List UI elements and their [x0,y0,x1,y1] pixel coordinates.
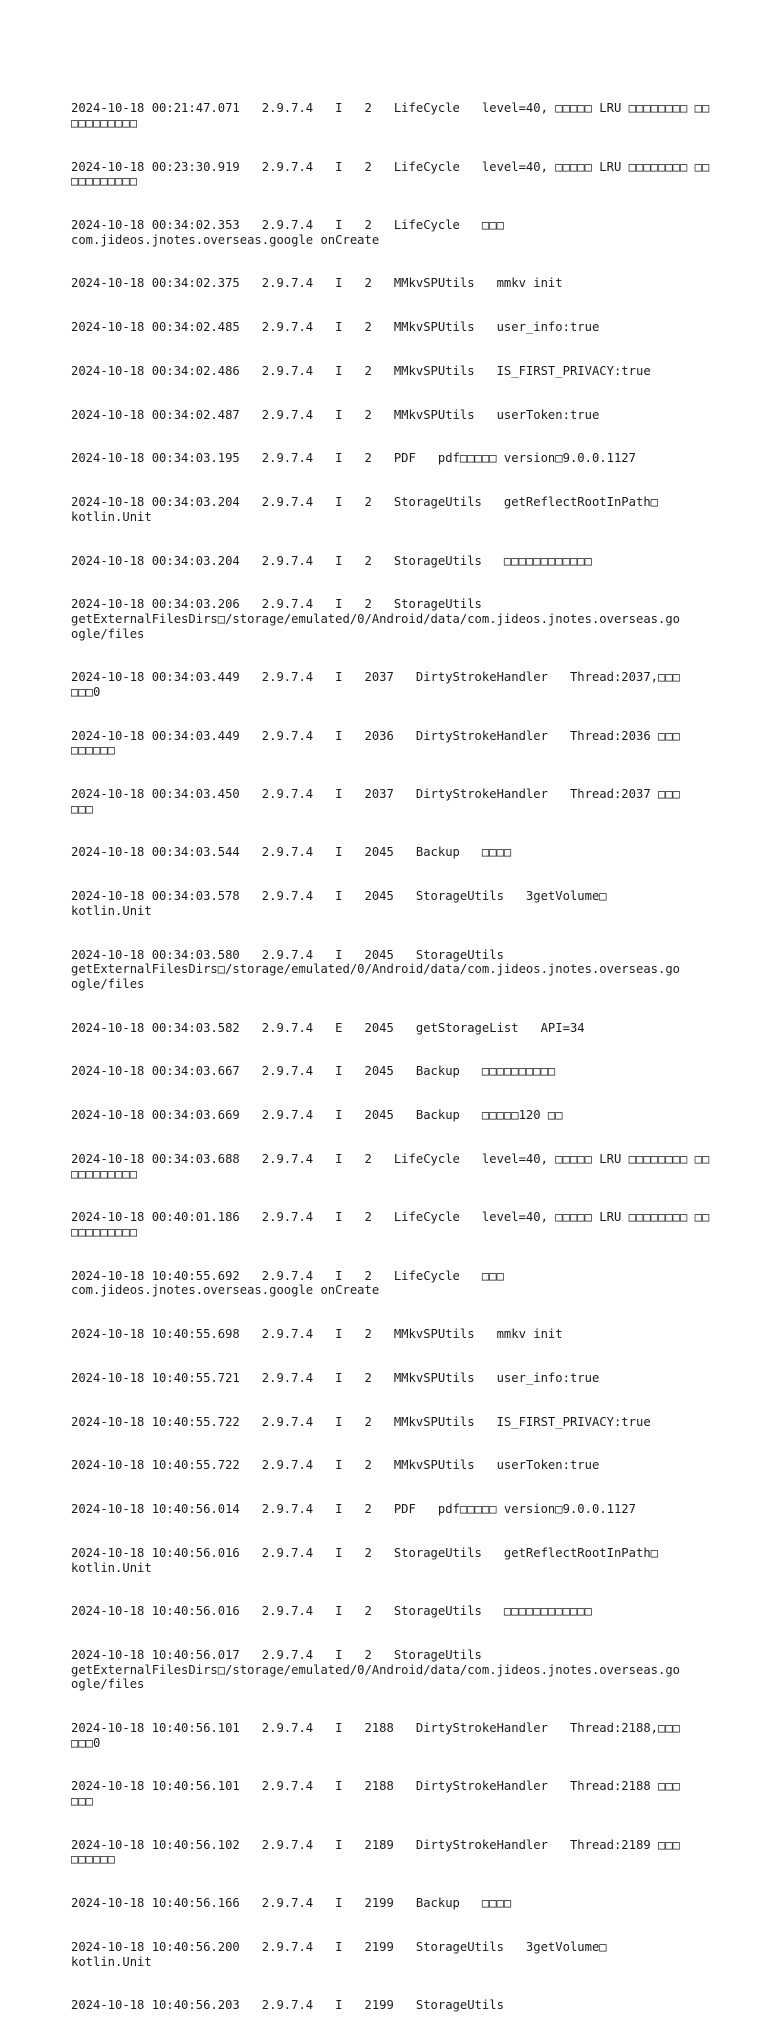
log-entry: 2024-10-18 00:34:03.582 2.9.7.4 E 2045 getStorageList API=34 [71,1020,585,1035]
log-entry: 2024-10-18 10:40:56.203 2.9.7.4 I 2199 StorageUtils [71,1998,504,2013]
log-entry: 2024-10-18 00:34:03.449 2.9.7.4 I 2036 DirtyStrokeHandler Thread:2036 □□□ □□□□□□ [71,728,681,758]
log-entry: 2024-10-18 00:34:03.580 2.9.7.4 I 2045 StorageUtils getExternalFilesDirs□/storage/emulated/0/Android/data/com.jideos.jnotes.overseas.go ogle/files [71,947,681,991]
log-entry: 2024-10-18 00:34:03.450 2.9.7.4 I 2037 DirtyStrokeHandler Thread:2037 □□□ □□□ [71,787,681,816]
log-entry: 2024-10-18 10:40:56.016 2.9.7.4 I 2 StorageUtils getReflectRootInPath□ kotlin.Unit [71,1545,658,1575]
log-entry: 2024-10-18 00:34:02.375 2.9.7.4 I 2 MMkvSPUtils mmkv init [71,276,563,291]
log-entry: 2024-10-18 00:34:03.578 2.9.7.4 I 2045 StorageUtils 3getVolume□ kotlin.Unit [71,889,607,918]
log-entry: 2024-10-18 00:23:30.919 2.9.7.4 I 2 LifeCycle level=40, □□□□□ LRU □□□□□□□□ □□□□□□□□□□□ [71,159,710,189]
log-entry: 2024-10-18 10:40:56.102 2.9.7.4 I 2189 DirtyStrokeHandler Thread:2189 □□□ □□□□□□ [71,1837,681,1867]
log-entry: 2024-10-18 00:21:47.071 2.9.7.4 I 2 LifeCycle level=40, □□□□□ LRU □□□□□□□□ □□□□□□□□□□□ [71,101,710,130]
log-entry: 2024-10-18 00:40:01.186 2.9.7.4 I 2 LifeCycle level=40, □□□□□ LRU □□□□□□□□ □□□□□□□□□□□ [71,1210,710,1239]
log-entry: 2024-10-18 10:40:55.722 2.9.7.4 I 2 MMkvSPUtils userToken:true [71,1458,600,1473]
log-entry: 2024-10-18 00:34:03.667 2.9.7.4 I 2045 Backup □□□□□□□□□□ [71,1064,556,1079]
log-entry: 2024-10-18 00:34:02.487 2.9.7.4 I 2 MMkvSPUtils userToken:true [71,407,600,422]
log-entry: 2024-10-18 10:40:56.166 2.9.7.4 I 2199 Backup □□□□ [71,1896,512,1911]
log-entry: 2024-10-18 00:34:03.669 2.9.7.4 I 2045 Backup □□□□□120 □□ [71,1108,563,1123]
log-entry: 2024-10-18 10:40:56.014 2.9.7.4 I 2 PDF pdf□□□□□ version□9.0.0.1127 [71,1502,636,1517]
log-document [71,72,711,2028]
log-entry: 2024-10-18 10:40:56.101 2.9.7.4 I 2188 DirtyStrokeHandler Thread:2188,□□□ □□□0 [71,1721,681,1750]
log-entry: 2024-10-18 10:40:56.016 2.9.7.4 I 2 StorageUtils □□□□□□□□□□□□ [71,1604,592,1619]
log-entry: 2024-10-18 10:40:56.101 2.9.7.4 I 2188 DirtyStrokeHandler Thread:2188 □□□ □□□ [71,1779,681,1809]
log-entry: 2024-10-18 10:40:56.200 2.9.7.4 I 2199 StorageUtils 3getVolume□ kotlin.Unit [71,1940,607,1969]
log-entry: 2024-10-18 10:40:55.722 2.9.7.4 I 2 MMkvSPUtils IS_FIRST_PRIVACY:true [71,1414,651,1429]
log-entry: 2024-10-18 00:34:03.206 2.9.7.4 I 2 StorageUtils getExternalFilesDirs□/storage/emulated/0/Android/data/com.jideos.jnotes.overseas.go ogle/files [71,597,681,641]
log-entry: 2024-10-18 00:34:02.353 2.9.7.4 I 2 LifeCycle □□□ com.jideos.jnotes.overseas.google onCreate [71,217,504,247]
log-entry: 2024-10-18 00:34:03.195 2.9.7.4 I 2 PDF pdf□□□□□ version□9.0.0.1127 [71,451,636,466]
log-entry: 2024-10-18 10:40:55.692 2.9.7.4 I 2 LifeCycle □□□ com.jideos.jnotes.overseas.google onCreate [71,1268,504,1298]
log-entry: 2024-10-18 10:40:55.698 2.9.7.4 I 2 MMkvSPUtils mmkv init [71,1327,563,1342]
log-entry: 2024-10-18 00:34:03.688 2.9.7.4 I 2 LifeCycle level=40, □□□□□ LRU □□□□□□□□ □□□□□□□□□□□ [71,1151,710,1181]
log-entry: 2024-10-18 00:34:03.449 2.9.7.4 I 2037 DirtyStrokeHandler Thread:2037,□□□ □□□0 [71,670,681,699]
log-entry: 2024-10-18 10:40:55.721 2.9.7.4 I 2 MMkvSPUtils user_info:true [71,1370,600,1385]
log-entry: 2024-10-18 10:40:56.017 2.9.7.4 I 2 StorageUtils getExternalFilesDirs□/storage/emulated/0/Android/data/com.jideos.jnotes.overseas.go ogle/files [71,1648,681,1692]
log-entry: 2024-10-18 00:34:02.486 2.9.7.4 I 2 MMkvSPUtils IS_FIRST_PRIVACY:true [71,363,651,378]
log-entry: 2024-10-18 00:34:03.204 2.9.7.4 I 2 StorageUtils □□□□□□□□□□□□ [71,553,592,568]
log-entry: 2024-10-18 00:34:03.204 2.9.7.4 I 2 StorageUtils getReflectRootInPath□ kotlin.Unit [71,495,658,524]
log-entry: 2024-10-18 00:34:02.485 2.9.7.4 I 2 MMkvSPUtils user_info:true [71,320,600,335]
log-entry: 2024-10-18 00:34:03.544 2.9.7.4 I 2045 Backup □□□□ [71,845,512,860]
